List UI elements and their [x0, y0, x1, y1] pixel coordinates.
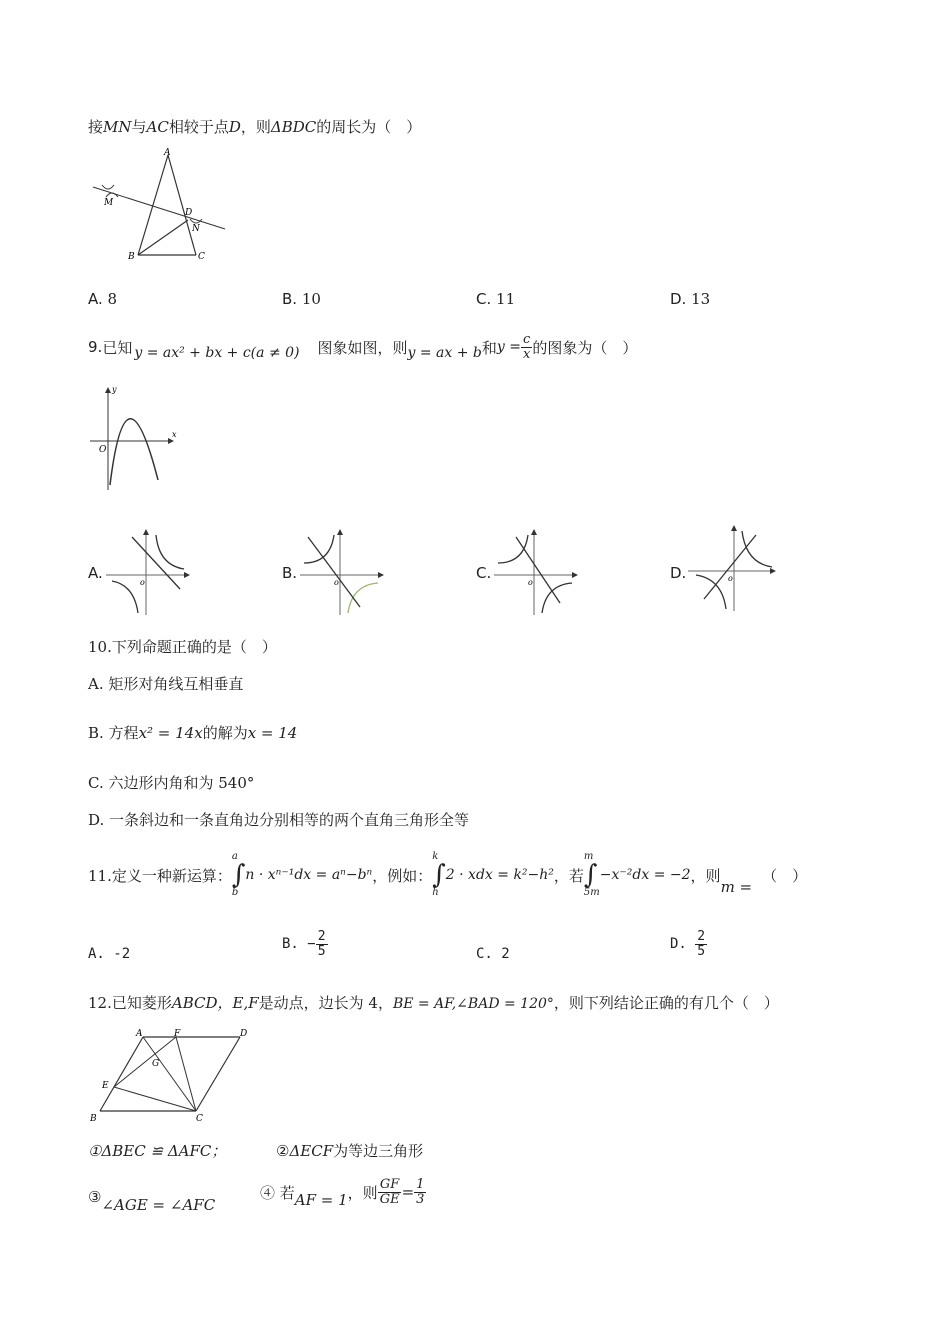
- q12-conclusion-3: ③∠AGE = ∠AFC: [88, 1188, 216, 1214]
- q8-triangle-figure: [88, 145, 233, 265]
- q11-option-c[interactable]: C. 2: [476, 946, 510, 962]
- svg-text:o: o: [728, 574, 733, 583]
- q8-label-a: A: [164, 148, 171, 158]
- q10-option-a[interactable]: A. 矩形对角线互相垂直: [88, 675, 244, 693]
- svg-text:o: o: [528, 578, 533, 587]
- q10-option-c[interactable]: C. 六边形内角和为 540°: [88, 774, 255, 792]
- q11-option-b[interactable]: B. − $\frac{2}{5}$: [282, 929, 326, 959]
- q8-option-d[interactable]: D. 13: [670, 290, 711, 308]
- q11-integral-condition: m ∫ 5m: [583, 851, 600, 898]
- q12-label-c: C: [196, 1114, 203, 1124]
- q8-option-c[interactable]: C. 11: [476, 290, 516, 308]
- q9-option-c[interactable]: C.: [476, 564, 492, 582]
- q9-parabola-figure: [88, 385, 183, 495]
- q12-label-b: B: [90, 1114, 97, 1124]
- q9-label-x: x: [172, 430, 177, 439]
- q11-stem: 11.定义一种新运算： a ∫ b n · xⁿ⁻¹dx = aⁿ−bⁿ ，例如： k ∫ h 2 · xdx = k²−h² ，若 m ∫ 5m −x⁻²dx = −2 ，则 m = （ ）: [88, 851, 808, 898]
- q8-stem: 接MN与AC相较于点D，则ΔBDC的周长为（ ）: [88, 118, 422, 136]
- q12-stem: 12.已知菱形ABCD，E,F是动点，边长为 4，BE = AF,∠BAD = 120°，则下列结论正确的有几个（ ）: [88, 994, 779, 1012]
- q8-option-b[interactable]: B. 10: [282, 290, 321, 308]
- q9-option-b[interactable]: B.: [282, 564, 298, 582]
- q11-integral-def: a ∫ b: [231, 851, 246, 898]
- q9-option-d[interactable]: D.: [670, 564, 687, 582]
- q10-stem: 10.下列命题正确的是（ ）: [88, 638, 277, 656]
- svg-text:o: o: [140, 578, 145, 587]
- q12-label-a: A: [136, 1029, 143, 1039]
- q8-label-d: D: [185, 208, 193, 218]
- q8-label-m: M: [104, 198, 114, 208]
- q11-integral-example: k ∫ h: [432, 851, 446, 898]
- q10-option-d[interactable]: D. 一条斜边和一条直角边分别相等的两个直角三角形全等: [88, 811, 470, 829]
- q9-option-a-graph[interactable]: [104, 527, 194, 617]
- q10-option-b[interactable]: B. 方程x² = 14x的解为x = 14: [88, 724, 298, 742]
- q8-label-c: C: [198, 252, 205, 262]
- q8-option-a[interactable]: A. 8: [88, 290, 118, 308]
- q12-label-f: F: [174, 1029, 181, 1039]
- q8-label-n: N: [192, 224, 200, 234]
- q9-option-c-graph[interactable]: [492, 527, 582, 617]
- q11-option-d[interactable]: D. $\frac{2}{5}$: [670, 929, 706, 959]
- q12-conclusion-1: ①ΔBEC ≌ ΔAFC；: [88, 1142, 227, 1160]
- q12-conclusion-4: ④ 若 AF = 1 ，则 $\frac{GF}{GE}$ = $\frac{1}{3}$: [260, 1176, 425, 1209]
- q12-conclusion-2: ②ΔECF为等边三角形: [276, 1142, 424, 1160]
- q9-option-b-graph[interactable]: [298, 527, 388, 617]
- q12-label-d: D: [240, 1029, 248, 1039]
- q12-label-g: G: [152, 1059, 160, 1069]
- q9-label-o: O: [99, 445, 107, 455]
- q8-label-b: B: [128, 252, 135, 262]
- q9-stem: 9. 已知 y = ax² + bx + c(a ≠ 0) 图象如图，则 y = ax + b 和 y = $\frac{c}{x}$ 的图象为（ ）: [88, 332, 638, 362]
- q9-option-d-graph[interactable]: [686, 523, 781, 613]
- q11-option-a[interactable]: A. -2: [88, 946, 131, 962]
- q9-label-y: y: [112, 385, 117, 394]
- q12-rhombus-figure: [88, 1025, 258, 1125]
- q12-label-e: E: [102, 1081, 109, 1091]
- q9-option-a[interactable]: A.: [88, 564, 103, 582]
- svg-text:o: o: [334, 578, 339, 587]
